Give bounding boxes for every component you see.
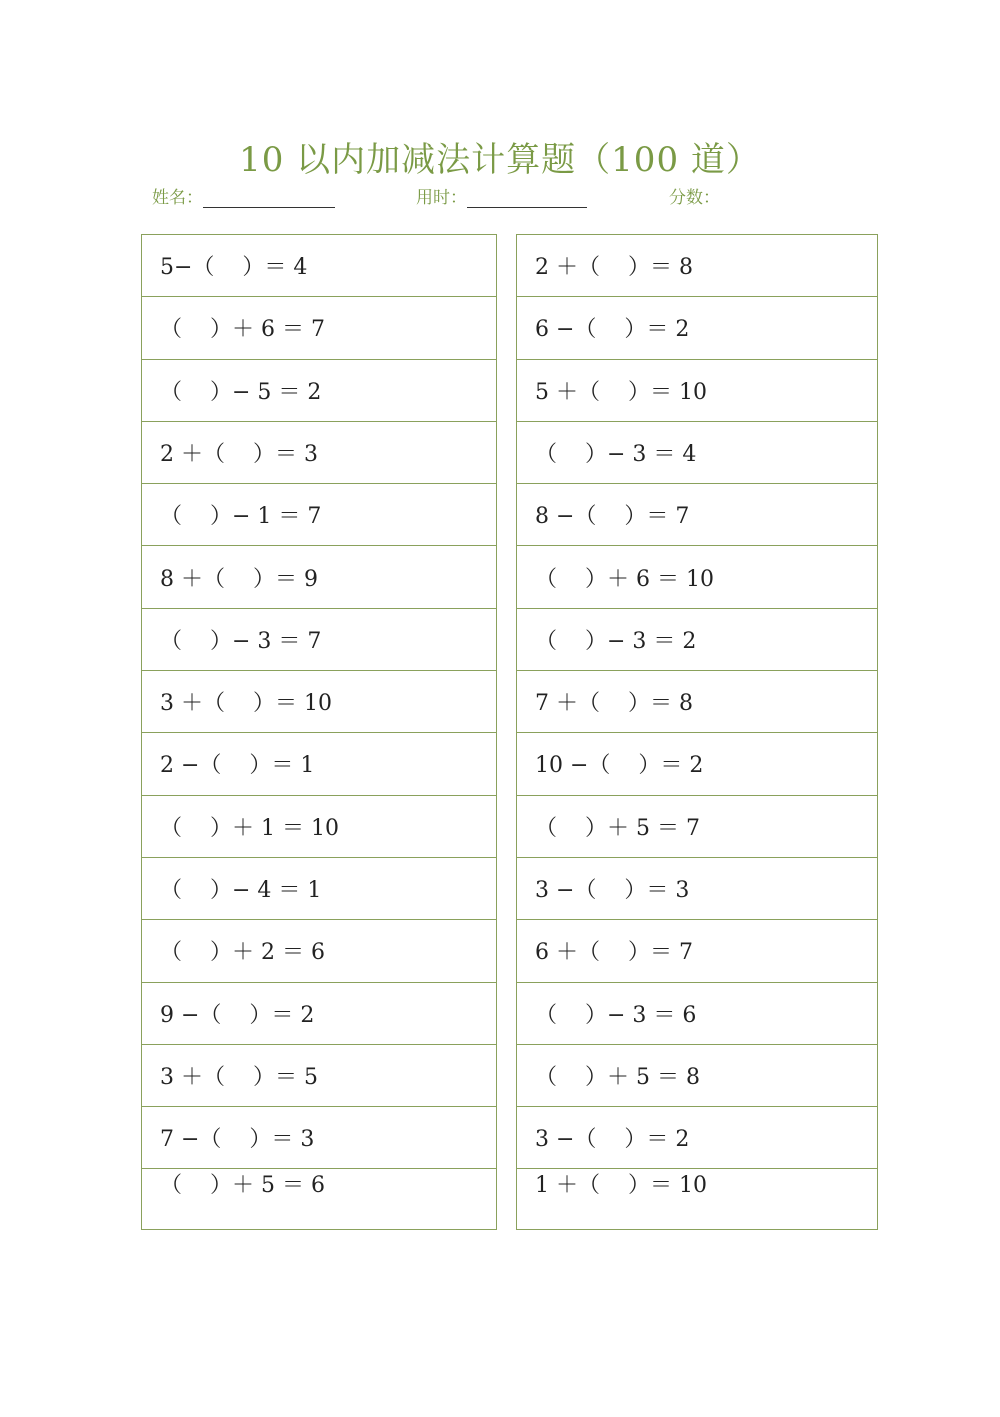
- math-problem: 2 −（ ）＝ 1: [160, 753, 315, 779]
- problem-row: [517, 297, 877, 359]
- math-problem: （ ）＋ 1 ＝ 10: [160, 815, 339, 841]
- problem-row: [517, 235, 877, 297]
- problem-row: [142, 1107, 496, 1169]
- math-problem: （ ）− 5 ＝ 2: [160, 379, 322, 405]
- name-field: [152, 183, 335, 208]
- math-problem: 3 ＋（ ）＝ 10: [160, 691, 332, 717]
- problem-row: [142, 1045, 496, 1107]
- problem-row: [142, 609, 496, 671]
- problem-row: [142, 796, 496, 858]
- math-problem: 7 ＋（ ）＝ 8: [535, 691, 693, 717]
- problem-row: [142, 360, 496, 422]
- right-problem-table: [516, 234, 878, 1230]
- math-problem: 6 ＋（ ）＝ 7: [535, 940, 693, 966]
- problem-row: [517, 920, 877, 982]
- problem-row: [517, 422, 877, 484]
- math-problem: 2 ＋（ ）＝ 8: [535, 255, 693, 280]
- problem-row: [517, 1045, 877, 1107]
- page-title: 10 以内加减法计算题（100 道）: [239, 140, 761, 180]
- math-problem: （ ）− 3 ＝ 2: [535, 628, 697, 654]
- math-problem: 3 ＋（ ）＝ 5: [160, 1064, 318, 1090]
- problem-row: [517, 1170, 877, 1232]
- problem-row: [517, 796, 877, 858]
- problem-row: [142, 297, 496, 359]
- problem-row: [142, 858, 496, 920]
- problem-row: [142, 920, 496, 982]
- left-problem-table: [141, 234, 497, 1230]
- problem-row: [517, 733, 877, 795]
- math-problem: 7 −（ ）＝ 3: [160, 1127, 315, 1153]
- time-field: [416, 183, 587, 208]
- math-problem: 2 ＋（ ）＝ 3: [160, 441, 318, 467]
- problem-row: [517, 484, 877, 546]
- problem-row: [517, 858, 877, 920]
- name-label: 姓名：: [152, 188, 203, 208]
- score-field: [669, 183, 720, 208]
- math-problem: 6 −（ ）＝ 2: [535, 317, 690, 343]
- problem-row: [142, 422, 496, 484]
- problem-row: [142, 547, 496, 609]
- math-problem: （ ）＋ 5 ＝ 6: [160, 1172, 325, 1198]
- math-problem: （ ）− 3 ＝ 7: [160, 628, 322, 654]
- problem-row: [517, 1107, 877, 1169]
- problem-row: [142, 671, 496, 733]
- math-problem: （ ）− 3 ＝ 6: [535, 1002, 697, 1028]
- problem-row: [517, 360, 877, 422]
- math-problem: 8 ＋（ ）＝ 9: [160, 566, 318, 592]
- info-row: [0, 183, 1000, 209]
- math-problem: 3 −（ ）＝ 3: [535, 878, 690, 903]
- time-label: 用时：: [416, 188, 467, 208]
- problem-row: [517, 671, 877, 733]
- math-problem: （ ）− 4 ＝ 1: [160, 878, 322, 903]
- problem-row: [142, 1170, 496, 1232]
- problem-row: [517, 609, 877, 671]
- math-problem: 3 −（ ）＝ 2: [535, 1127, 690, 1153]
- math-problem: （ ）− 3 ＝ 4: [535, 441, 697, 467]
- math-problem: （ ）＋ 5 ＝ 7: [535, 815, 700, 841]
- math-problem: （ ）＋ 5 ＝ 8: [535, 1064, 700, 1090]
- math-problem: 10 −（ ）＝ 2: [535, 753, 704, 779]
- math-problem: 8 −（ ）＝ 7: [535, 504, 690, 530]
- math-problem: 5−（ ）＝ 4: [160, 255, 308, 280]
- math-problem: 5 ＋（ ）＝ 10: [535, 379, 707, 405]
- math-problem: 1 ＋（ ）＝ 10: [535, 1172, 707, 1198]
- math-problem: 9 −（ ）＝ 2: [160, 1002, 315, 1028]
- problem-row: [517, 547, 877, 609]
- math-problem: （ ）＋ 2 ＝ 6: [160, 940, 325, 966]
- problem-row: [142, 733, 496, 795]
- problem-row: [142, 983, 496, 1045]
- name-blank[interactable]: [203, 189, 335, 208]
- math-problem: （ ）− 1 ＝ 7: [160, 504, 322, 530]
- problem-row: [142, 235, 496, 297]
- problem-row: [517, 983, 877, 1045]
- math-problem: （ ）＋ 6 ＝ 7: [160, 317, 325, 343]
- problem-row: [142, 484, 496, 546]
- time-blank[interactable]: [467, 189, 587, 208]
- math-problem: （ ）＋ 6 ＝ 10: [535, 566, 714, 592]
- score-label: 分数：: [669, 188, 720, 208]
